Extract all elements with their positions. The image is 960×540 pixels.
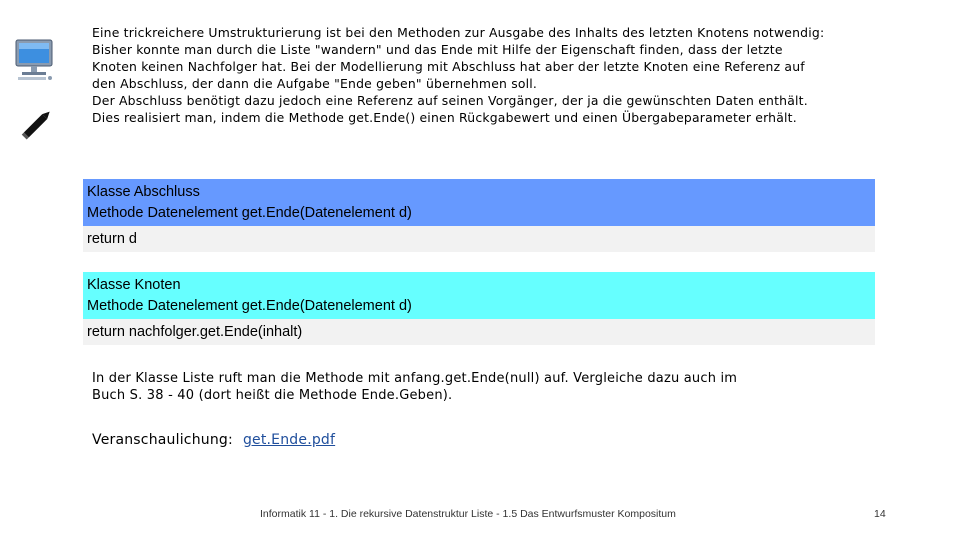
note-line: In der Klasse Liste ruft man die Methode mit anfang.get.Ende(null) auf. Vergleiche dazu auch im — [92, 371, 738, 386]
pencil-icon — [18, 104, 58, 144]
method-signature: Methode Datenelement get.Ende(Datenelement d) — [87, 298, 412, 314]
method-signature: Methode Datenelement get.Ende(Datenelement d) — [87, 205, 412, 221]
footer-text: Informatik 11 - 1. Die rekursive Datenstruktur Liste - 1.5 Das Entwurfsmuster Kompositum — [260, 508, 676, 520]
visualization-row — [92, 431, 335, 449]
intro-line: Eine trickreichere Umstrukturierung ist bei den Methoden zur Ausgabe des Inhalts des letzten Knotens notwendig: — [92, 25, 825, 40]
pdf-link[interactable]: get.Ende.pdf — [242, 432, 336, 448]
code-block-body: return nachfolger.get.Ende(inhalt) — [83, 319, 875, 345]
computer-icon — [12, 38, 56, 82]
note-line: Buch S. 38 - 40 (dort heißt die Methode Ende.Geben). — [92, 388, 453, 403]
intro-line: den Abschluss, der dann die Aufgabe "Ende geben" übernehmen soll. — [92, 76, 538, 91]
class-line: Klasse Knoten — [87, 277, 181, 293]
intro-line: Knoten keinen Nachfolger hat. Bei der Modellierung mit Abschluss hat aber der letzte Knoten eine Referenz auf — [92, 59, 805, 74]
code-block-knoten — [83, 272, 875, 345]
code-block-abschluss — [83, 179, 875, 252]
code-block-header — [83, 179, 875, 226]
code-block-body: return d — [83, 226, 875, 252]
intro-line: Bisher konnte man durch die Liste "wandern" und das Ende mit Hilfe der Eigenschaft finden, dass der letzte — [92, 42, 783, 57]
intro-line: Der Abschluss benötigt dazu jedoch eine Referenz auf seinen Vorgänger, der ja die gewünschten Daten enthält. — [92, 93, 808, 108]
visualization-label: Veranschaulichung: — [92, 432, 233, 448]
code-block-header — [83, 272, 875, 319]
intro-line: Dies realisiert man, indem die Methode get.Ende() einen Rückgabewert und einen Übergabeparameter erhält. — [92, 110, 797, 125]
class-line: Klasse Abschluss — [87, 184, 200, 200]
note-text — [92, 370, 812, 404]
intro-text — [92, 24, 912, 126]
page-number: 14 — [874, 508, 886, 520]
